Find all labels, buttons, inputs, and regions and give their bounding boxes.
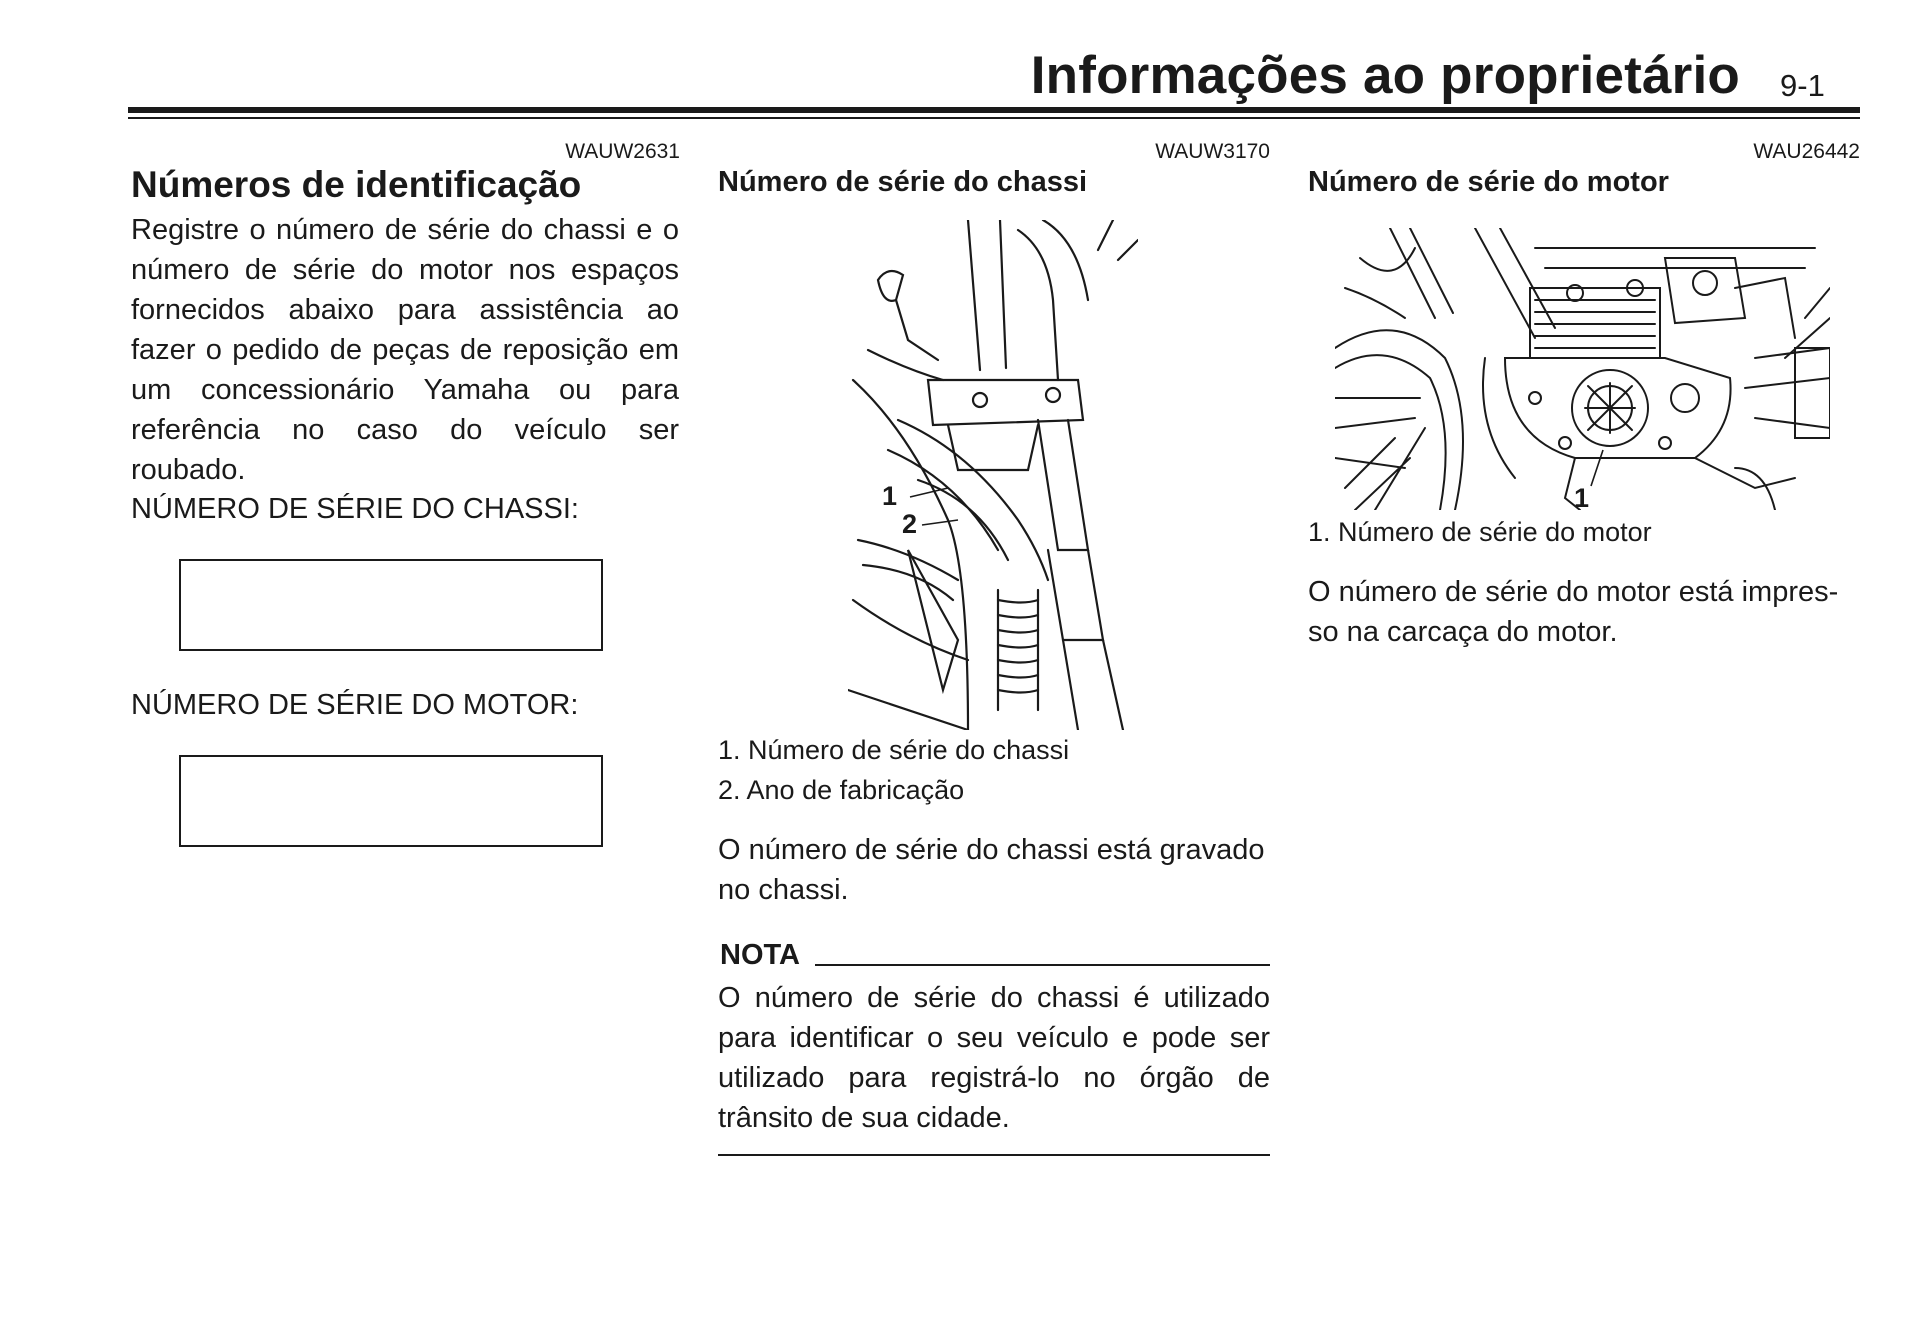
note-label: NOTA <box>720 939 801 971</box>
engine-figure <box>1335 228 1830 510</box>
intro-paragraph: Registre o número de série do chassi e o número de série do motor nos espaços fornecidos abaixo para assistência ao fazer o pedido de peças de reposição em um concessionário Yamaha ou para referência no caso do veículo ser roubado. <box>131 214 679 486</box>
note-text: O número de série do chassi é utilizado para identificar o seu veículo e pode ser utilizado para registrá-lo no órgão de trânsito de sua cidade. <box>718 982 1270 1134</box>
chassis-number-label: NÚMERO DE SÉRIE DO CHASSI: <box>131 493 579 525</box>
paragraph-line: O número de série do chassi está gravado <box>718 834 1265 866</box>
figure-caption-1: 1. Número de série do chassi <box>718 735 1070 765</box>
paragraph-line: no chassi. <box>718 874 849 906</box>
paragraph-line: so na carcaça do motor. <box>1308 616 1618 648</box>
note-bottom-rule <box>718 1154 1270 1156</box>
page-number: 9-1 <box>1780 68 1825 103</box>
section-code: WAUW2631 <box>565 140 680 163</box>
header-rule-thick <box>128 107 1860 113</box>
figure-caption-1: 1. Número de série do motor <box>1308 517 1652 547</box>
paragraph-line: O número de série do motor está impres- <box>1308 576 1839 608</box>
figure-caption-2: 2. Ano de fabricação <box>718 775 965 805</box>
engine-illustration <box>1335 228 1830 510</box>
figure-label-2: 2 <box>902 509 918 539</box>
section-code: WAUW3170 <box>1155 140 1270 163</box>
section-heading: Números de identificação <box>131 164 582 205</box>
note-top-rule <box>815 964 1270 966</box>
page-title: Informações ao proprietário <box>1030 46 1740 105</box>
chassis-illustration <box>848 220 1138 730</box>
section-heading: Número de série do motor <box>1308 166 1669 198</box>
chassis-figure <box>848 220 1138 730</box>
figure-label-1: 1 <box>882 481 898 511</box>
engine-number-field[interactable] <box>179 755 603 847</box>
section-heading: Número de série do chassi <box>718 166 1088 198</box>
chassis-number-field[interactable] <box>179 559 603 651</box>
engine-number-label: NÚMERO DE SÉRIE DO MOTOR: <box>131 689 579 721</box>
section-code: WAU26442 <box>1753 140 1860 163</box>
figure-label-1: 1 <box>1574 483 1590 510</box>
header-rule-thin <box>128 117 1860 119</box>
